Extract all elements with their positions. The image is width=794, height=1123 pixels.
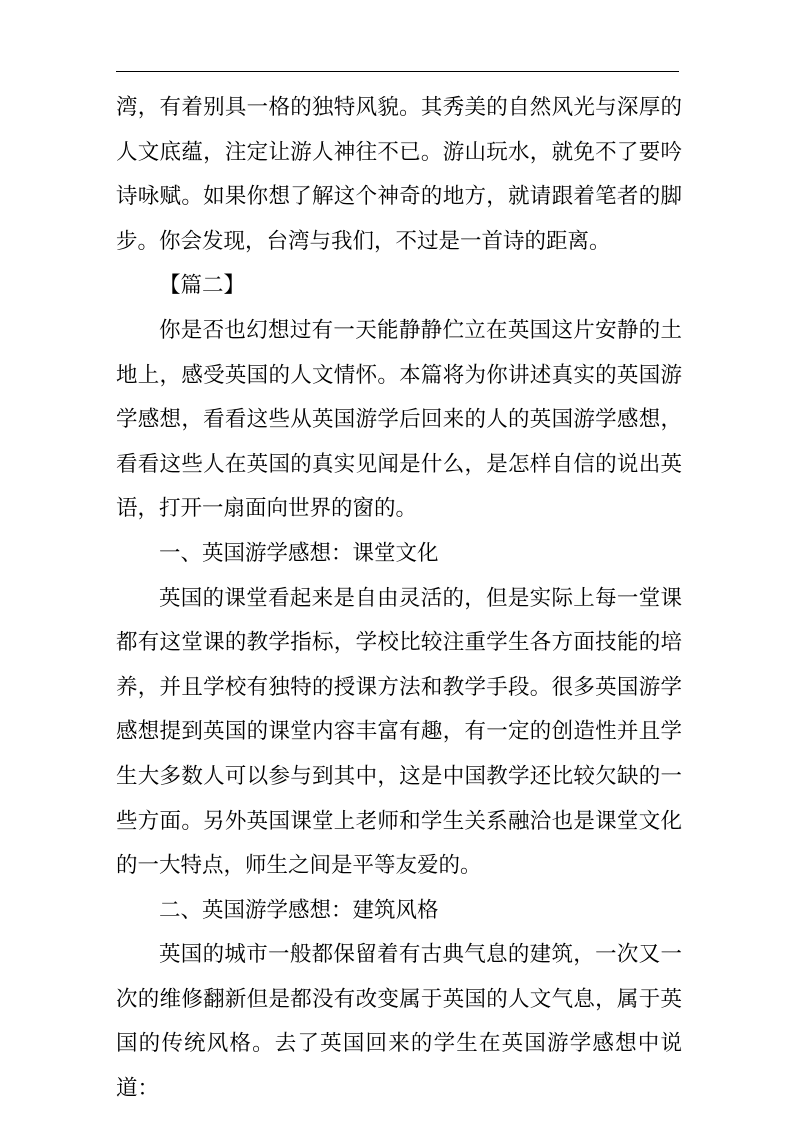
header-rule: [116, 71, 679, 72]
section-heading-part-two: 【篇二】: [159, 273, 246, 299]
subheading-architecture-style: 二、英国游学感想：建筑风格: [159, 897, 439, 923]
paragraph-taiwan-continuation: 湾，有着别具一格的独特风貌。其秀美的自然风光与深厚的人文底蕴，注定让游人神往不已。游山玩水，就免不了要吟诗咏赋。如果你想了解这个神奇的地方，就请跟着笔者的脚步。你会发现，台湾与我们，不过是一首诗的距离。: [116, 95, 682, 254]
subheading-classroom-culture: 一、英国游学感想：课堂文化: [159, 540, 439, 566]
paragraph-architecture-style: 英国的城市一般都保留着有古典气息的建筑，一次又一次的维修翻新但是都没有改变属于英国的人文气息，属于英国的传统风格。去了英国回来的学生在英国游学感想中说道：: [116, 942, 682, 1102]
paragraph-classroom-culture: 英国的课堂看起来是自由灵活的，但是实际上每一堂课都有这堂课的教学指标，学校比较注重学生各方面技能的培养，并且学校有独特的授课方法和教学手段。很多英国游学感想提到英国的课堂内容丰富有趣，有一定的创造性并且学生大多数人可以参与到其中，这是中国教学还比较欠缺的一些方面。另外英国课堂上老师和学生关系融洽也是课堂文化的一大特点，师生之间是平等友爱的。: [116, 585, 682, 879]
paragraph-uk-intro: 你是否也幻想过有一天能静静伫立在英国这片安静的土地上，感受英国的人文情怀。本篇将为你讲述真实的英国游学感想，看看这些从英国游学后回来的人的英国游学感想，看看这些人在英国的真实见闻是什么，是怎样自信的说出英语，打开一扇面向世界的窗的。: [116, 317, 682, 522]
document-body: [116, 86, 682, 1112]
